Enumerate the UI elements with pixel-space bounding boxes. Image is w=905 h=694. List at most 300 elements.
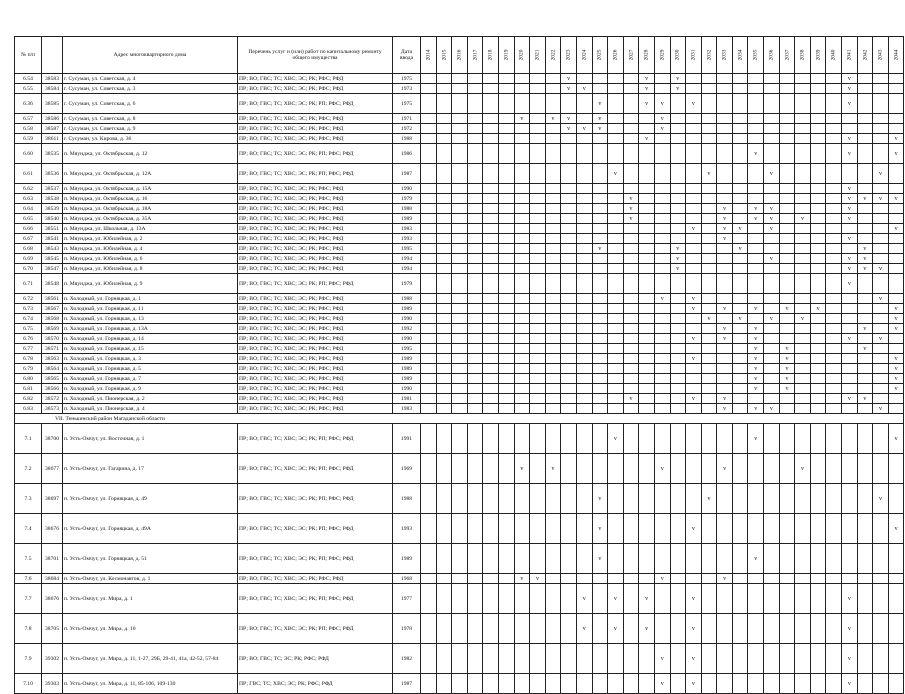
year-cell-2014 [421, 244, 437, 254]
year-cell-2014 [421, 304, 437, 314]
year-cell-2019 [498, 584, 514, 614]
year-cell-2015 [436, 234, 452, 244]
year-cell-2022 [545, 74, 561, 84]
row-number: 7.4 [15, 514, 42, 544]
year-cell-2025 [592, 134, 608, 144]
year-cell-2028 [639, 254, 655, 264]
year-cell-2019 [498, 254, 514, 264]
year-cell-2029 [654, 614, 670, 644]
year-built: 1988 [393, 204, 421, 214]
year-cell-2044 [888, 574, 904, 584]
year-cell-2032 [701, 674, 717, 694]
year-cell-2016 [452, 674, 468, 694]
year-cell-2020 [514, 184, 530, 194]
year-cell-2031 [686, 194, 702, 204]
year-cell-2035 [748, 514, 764, 544]
year-cell-2023 [561, 424, 577, 454]
row-number: 6.82 [15, 394, 42, 404]
year-cell-2021 [530, 324, 546, 334]
year-cell-2032 [701, 224, 717, 234]
services-list: ПР; ВО; ГВС; ТС; ХВС; ЭС; РК; РФС; РФД [238, 384, 393, 394]
year-cell-2029 [654, 384, 670, 394]
year-cell-2015 [436, 214, 452, 224]
year-cell-2021 [530, 264, 546, 274]
year-cell-2042 [857, 184, 873, 194]
header-year-2041 [842, 37, 858, 74]
year-cell-2044 [888, 74, 904, 84]
year-cell-2022 [545, 264, 561, 274]
year-cell-2043 [873, 324, 889, 334]
year-cell-2038 [795, 294, 811, 304]
year-cell-2032 [701, 344, 717, 354]
year-cell-2041: v [842, 144, 858, 164]
year-built: 1988 [393, 484, 421, 514]
year-cell-2017 [467, 354, 483, 364]
year-cell-2036 [764, 384, 780, 394]
year-cell-2035 [748, 294, 764, 304]
year-cell-2023: v [561, 114, 577, 124]
year-cell-2017 [467, 364, 483, 374]
house-address: п. Усть-Омчуг, ул. Восточная, д. 1 [63, 424, 238, 454]
year-built: 1989 [393, 214, 421, 224]
year-cell-2043 [873, 574, 889, 584]
year-cell-2016 [452, 214, 468, 224]
year-cell-2030: v [670, 244, 686, 254]
year-cell-2040 [826, 304, 842, 314]
year-cell-2031 [686, 274, 702, 294]
year-cell-2039 [810, 134, 826, 144]
year-cell-2026 [608, 134, 624, 144]
year-cell-2023 [561, 94, 577, 114]
year-cell-2035 [748, 484, 764, 514]
year-cell-2028 [639, 404, 655, 414]
year-cell-2043 [873, 234, 889, 244]
header-year-label: 2020 [518, 49, 525, 61]
year-cell-2028 [639, 484, 655, 514]
house-address: п. Усть-Омчуг, ул. Горняцкая, д. 51 [63, 544, 238, 574]
year-built: 1986 [393, 144, 421, 164]
year-cell-2035: v [748, 324, 764, 334]
header-year-label: 2023 [565, 49, 572, 61]
year-cell-2024 [576, 114, 592, 124]
year-cell-2043 [873, 394, 889, 404]
year-cell-2040 [826, 484, 842, 514]
year-cell-2020 [514, 384, 530, 394]
year-cell-2033: v [717, 304, 733, 314]
year-cell-2031 [686, 404, 702, 414]
year-cell-2029: v [654, 124, 670, 134]
year-cell-2032 [701, 614, 717, 644]
house-id: 38573 [42, 404, 63, 414]
year-cell-2039 [810, 674, 826, 694]
year-cell-2032 [701, 264, 717, 274]
year-built: 1992 [393, 324, 421, 334]
year-cell-2042 [857, 674, 873, 694]
year-cell-2029 [654, 424, 670, 454]
services-list: ПР; ВО; ГВС; ТС; ХВС; ЭС; РК; РФС; РФД [238, 344, 393, 354]
house-address: п. Мяунджа, ул. Октябрьская, д. 16 [63, 194, 238, 204]
year-cell-2020 [514, 364, 530, 374]
year-cell-2017 [467, 394, 483, 404]
services-list: ПР; ВО; ГВС; ТС; ХВС; ЭС; РК; РП; РФС; РФД [238, 274, 393, 294]
year-cell-2031 [686, 204, 702, 214]
year-cell-2017 [467, 544, 483, 574]
year-cell-2039 [810, 484, 826, 514]
year-cell-2014 [421, 394, 437, 404]
year-cell-2026 [608, 364, 624, 374]
year-cell-2026 [608, 544, 624, 574]
year-cell-2017 [467, 674, 483, 694]
year-cell-2016 [452, 294, 468, 304]
year-cell-2031 [686, 184, 702, 194]
year-cell-2039 [810, 274, 826, 294]
year-cell-2020 [514, 74, 530, 84]
year-cell-2019 [498, 404, 514, 414]
services-list: ПР; ВО; ГВС; ТС; ХВС; ЭС; РК; РФС; РФД [238, 294, 393, 304]
year-cell-2023: v [561, 74, 577, 84]
year-cell-2017 [467, 484, 483, 514]
year-cell-2018 [483, 244, 499, 254]
house-id: 38584 [42, 84, 63, 94]
year-cell-2028 [639, 264, 655, 274]
year-cell-2037 [779, 454, 795, 484]
header-year-label: 2029 [659, 49, 666, 61]
year-cell-2031: v [686, 224, 702, 234]
house-id: 38543 [42, 244, 63, 254]
year-cell-2033 [717, 314, 733, 324]
year-cell-2036 [764, 144, 780, 164]
year-cell-2044 [888, 184, 904, 194]
year-cell-2042: v [857, 394, 873, 404]
year-cell-2044: v [888, 304, 904, 314]
year-built: 1989 [393, 364, 421, 374]
year-cell-2044 [888, 94, 904, 114]
year-cell-2027 [623, 334, 639, 344]
year-cell-2033 [717, 84, 733, 94]
year-cell-2019 [498, 614, 514, 644]
year-cell-2027 [623, 374, 639, 384]
year-cell-2018 [483, 234, 499, 244]
year-cell-2019 [498, 644, 514, 674]
year-cell-2030 [670, 404, 686, 414]
year-built: 1990 [393, 184, 421, 194]
year-built: 1987 [393, 674, 421, 694]
year-cell-2024 [576, 74, 592, 84]
year-cell-2037 [779, 294, 795, 304]
year-cell-2029: v [654, 114, 670, 124]
year-cell-2018 [483, 674, 499, 694]
year-cell-2018 [483, 124, 499, 134]
year-cell-2035 [748, 314, 764, 324]
year-cell-2027: v [623, 204, 639, 214]
year-cell-2043 [873, 374, 889, 384]
year-cell-2024 [576, 274, 592, 294]
year-cell-2021 [530, 484, 546, 514]
year-cell-2038 [795, 114, 811, 124]
year-cell-2042 [857, 354, 873, 364]
year-cell-2033: v [717, 324, 733, 334]
table-row [15, 114, 904, 124]
services-list: ПР; ВО; ГВС; ТС; ХВС; ЭС; РК; РФС; РФД [238, 254, 393, 264]
year-cell-2028: v [639, 134, 655, 144]
year-cell-2022 [545, 674, 561, 694]
house-address: п. Холодный, ул. Пионерская, д. 2 [63, 394, 238, 404]
year-cell-2021 [530, 124, 546, 134]
year-cell-2029 [654, 334, 670, 344]
year-cell-2044: v [888, 514, 904, 544]
year-cell-2035 [748, 94, 764, 114]
table-row [15, 574, 904, 584]
year-cell-2015 [436, 204, 452, 214]
year-cell-2026 [608, 484, 624, 514]
header-year-label: 2016 [456, 49, 463, 61]
year-cell-2039 [810, 244, 826, 254]
house-id: 38540 [42, 214, 63, 224]
year-cell-2029 [654, 134, 670, 144]
year-cell-2017 [467, 344, 483, 354]
year-cell-2023 [561, 384, 577, 394]
year-cell-2029 [654, 84, 670, 94]
year-cell-2036 [764, 184, 780, 194]
year-cell-2026 [608, 334, 624, 344]
year-cell-2036 [764, 394, 780, 404]
year-cell-2024 [576, 164, 592, 184]
year-cell-2022 [545, 364, 561, 374]
year-cell-2043 [873, 94, 889, 114]
year-cell-2042 [857, 144, 873, 164]
year-cell-2023 [561, 354, 577, 364]
year-cell-2040 [826, 334, 842, 344]
house-address: п. Мяунджа, ул. Октябрьская, д. 12 [63, 144, 238, 164]
year-cell-2041 [842, 514, 858, 544]
year-cell-2015 [436, 314, 452, 324]
year-cell-2016 [452, 244, 468, 254]
year-cell-2018 [483, 294, 499, 304]
year-cell-2015 [436, 424, 452, 454]
year-cell-2040 [826, 214, 842, 224]
year-cell-2035: v [748, 344, 764, 354]
year-cell-2042 [857, 384, 873, 394]
year-cell-2025 [592, 74, 608, 84]
year-cell-2028: v [639, 84, 655, 94]
year-cell-2024 [576, 404, 592, 414]
year-cell-2041: v [842, 214, 858, 224]
year-cell-2039 [810, 394, 826, 404]
year-cell-2027 [623, 124, 639, 134]
year-cell-2040 [826, 584, 842, 614]
year-cell-2034 [732, 514, 748, 544]
year-cell-2027 [623, 244, 639, 254]
year-cell-2019 [498, 264, 514, 274]
year-cell-2038 [795, 144, 811, 164]
year-cell-2030 [670, 224, 686, 234]
year-cell-2039 [810, 224, 826, 234]
year-cell-2034 [732, 254, 748, 264]
year-cell-2023 [561, 234, 577, 244]
year-cell-2019 [498, 204, 514, 214]
year-cell-2043 [873, 214, 889, 224]
year-cell-2028 [639, 324, 655, 334]
year-cell-2033 [717, 194, 733, 204]
services-list: ПР; ВО; ГВС; ТС; ХВС; ЭС; РК; РП; РФС; РФД [238, 544, 393, 574]
house-address: п. Холодный, ул. Горняцкая, д. 11 [63, 304, 238, 314]
year-cell-2026 [608, 304, 624, 314]
year-cell-2030 [670, 344, 686, 354]
year-cell-2018 [483, 264, 499, 274]
year-cell-2026 [608, 344, 624, 354]
header-year-2034 [732, 37, 748, 74]
year-cell-2014 [421, 254, 437, 264]
year-cell-2019 [498, 304, 514, 314]
year-cell-2020 [514, 234, 530, 244]
year-cell-2016 [452, 164, 468, 184]
year-cell-2019 [498, 274, 514, 294]
year-cell-2035: v [748, 544, 764, 574]
table-row [15, 254, 904, 264]
year-cell-2017 [467, 184, 483, 194]
year-cell-2034 [732, 574, 748, 584]
house-id: 38697 [42, 484, 63, 514]
header-year-label: 2041 [846, 49, 853, 61]
year-cell-2023 [561, 224, 577, 234]
year-cell-2015 [436, 544, 452, 574]
year-cell-2035: v [748, 304, 764, 314]
year-cell-2019 [498, 244, 514, 254]
house-id: 38539 [42, 204, 63, 214]
year-cell-2030 [670, 384, 686, 394]
year-cell-2037 [779, 544, 795, 574]
year-cell-2032 [701, 144, 717, 164]
year-cell-2034 [732, 114, 748, 124]
year-cell-2037 [779, 94, 795, 114]
year-cell-2022 [545, 644, 561, 674]
year-cell-2036: v [764, 214, 780, 224]
year-cell-2040 [826, 354, 842, 364]
year-cell-2022 [545, 394, 561, 404]
year-cell-2029: v [654, 454, 670, 484]
year-cell-2029 [654, 214, 670, 224]
year-cell-2015 [436, 274, 452, 294]
year-cell-2027: v [623, 194, 639, 204]
services-list: ПР; ВО; ГВС; ТС; ХВС; ЭС; РК; РФС; РФД [238, 304, 393, 314]
year-cell-2016 [452, 324, 468, 334]
year-cell-2026 [608, 204, 624, 214]
year-cell-2036 [764, 114, 780, 124]
year-cell-2040 [826, 224, 842, 234]
year-cell-2033 [717, 244, 733, 254]
year-cell-2036 [764, 334, 780, 344]
year-cell-2022 [545, 84, 561, 94]
year-cell-2028: v [639, 74, 655, 84]
year-cell-2038 [795, 514, 811, 544]
house-address: п. Усть-Омчуг, ул. Гагарина, д. 17 [63, 454, 238, 484]
year-cell-2033: v [717, 574, 733, 584]
year-cell-2040 [826, 134, 842, 144]
year-cell-2042 [857, 364, 873, 374]
year-cell-2039 [810, 324, 826, 334]
year-cell-2036 [764, 484, 780, 514]
year-cell-2026 [608, 94, 624, 114]
year-cell-2036: v [764, 164, 780, 184]
year-cell-2018 [483, 214, 499, 224]
year-cell-2039 [810, 84, 826, 94]
year-built: 1990 [393, 334, 421, 344]
year-cell-2032 [701, 74, 717, 84]
year-cell-2016 [452, 314, 468, 324]
year-cell-2015 [436, 324, 452, 334]
header-year-2032 [701, 37, 717, 74]
year-cell-2025 [592, 384, 608, 394]
header-year-2025 [592, 37, 608, 74]
year-cell-2044 [888, 404, 904, 414]
year-cell-2032 [701, 184, 717, 194]
year-cell-2022 [545, 314, 561, 324]
year-cell-2024 [576, 334, 592, 344]
year-cell-2024 [576, 484, 592, 514]
year-cell-2043 [873, 224, 889, 234]
year-cell-2033 [717, 134, 733, 144]
year-cell-2027 [623, 404, 639, 414]
year-cell-2033: v [717, 204, 733, 214]
table-row [15, 224, 904, 234]
year-cell-2014 [421, 674, 437, 694]
year-cell-2030 [670, 124, 686, 134]
year-cell-2017 [467, 514, 483, 544]
year-cell-2039 [810, 204, 826, 214]
year-cell-2030 [670, 94, 686, 114]
header-year-2028 [639, 37, 655, 74]
year-cell-2029 [654, 484, 670, 514]
year-cell-2021 [530, 514, 546, 544]
year-cell-2024 [576, 344, 592, 354]
header-year-2014 [421, 37, 437, 74]
year-cell-2029: v [654, 294, 670, 304]
year-cell-2034 [732, 614, 748, 644]
year-cell-2044: v [888, 224, 904, 234]
table-row [15, 274, 904, 294]
year-cell-2032 [701, 544, 717, 574]
year-cell-2023 [561, 364, 577, 374]
year-cell-2017 [467, 334, 483, 344]
year-cell-2040 [826, 94, 842, 114]
year-cell-2018 [483, 164, 499, 184]
year-cell-2015 [436, 294, 452, 304]
year-cell-2041 [842, 424, 858, 454]
year-cell-2015 [436, 184, 452, 194]
year-cell-2017 [467, 424, 483, 454]
year-cell-2038 [795, 204, 811, 214]
year-cell-2044 [888, 214, 904, 224]
year-cell-2022 [545, 124, 561, 134]
year-built: 1982 [393, 644, 421, 674]
house-address: п. Холодный, ул. Горняцкая, д. 9 [63, 384, 238, 394]
year-cell-2036: v [764, 254, 780, 264]
header-year-2040 [826, 37, 842, 74]
row-number: 7.7 [15, 584, 42, 614]
year-cell-2024 [576, 644, 592, 674]
year-cell-2028 [639, 164, 655, 184]
year-cell-2039 [810, 584, 826, 614]
year-cell-2041: v [842, 74, 858, 84]
year-cell-2028 [639, 334, 655, 344]
year-cell-2023 [561, 334, 577, 344]
year-cell-2036 [764, 674, 780, 694]
year-cell-2028: v [639, 614, 655, 644]
year-cell-2018 [483, 74, 499, 84]
year-cell-2026 [608, 514, 624, 544]
year-cell-2019 [498, 364, 514, 374]
year-cell-2017 [467, 264, 483, 274]
